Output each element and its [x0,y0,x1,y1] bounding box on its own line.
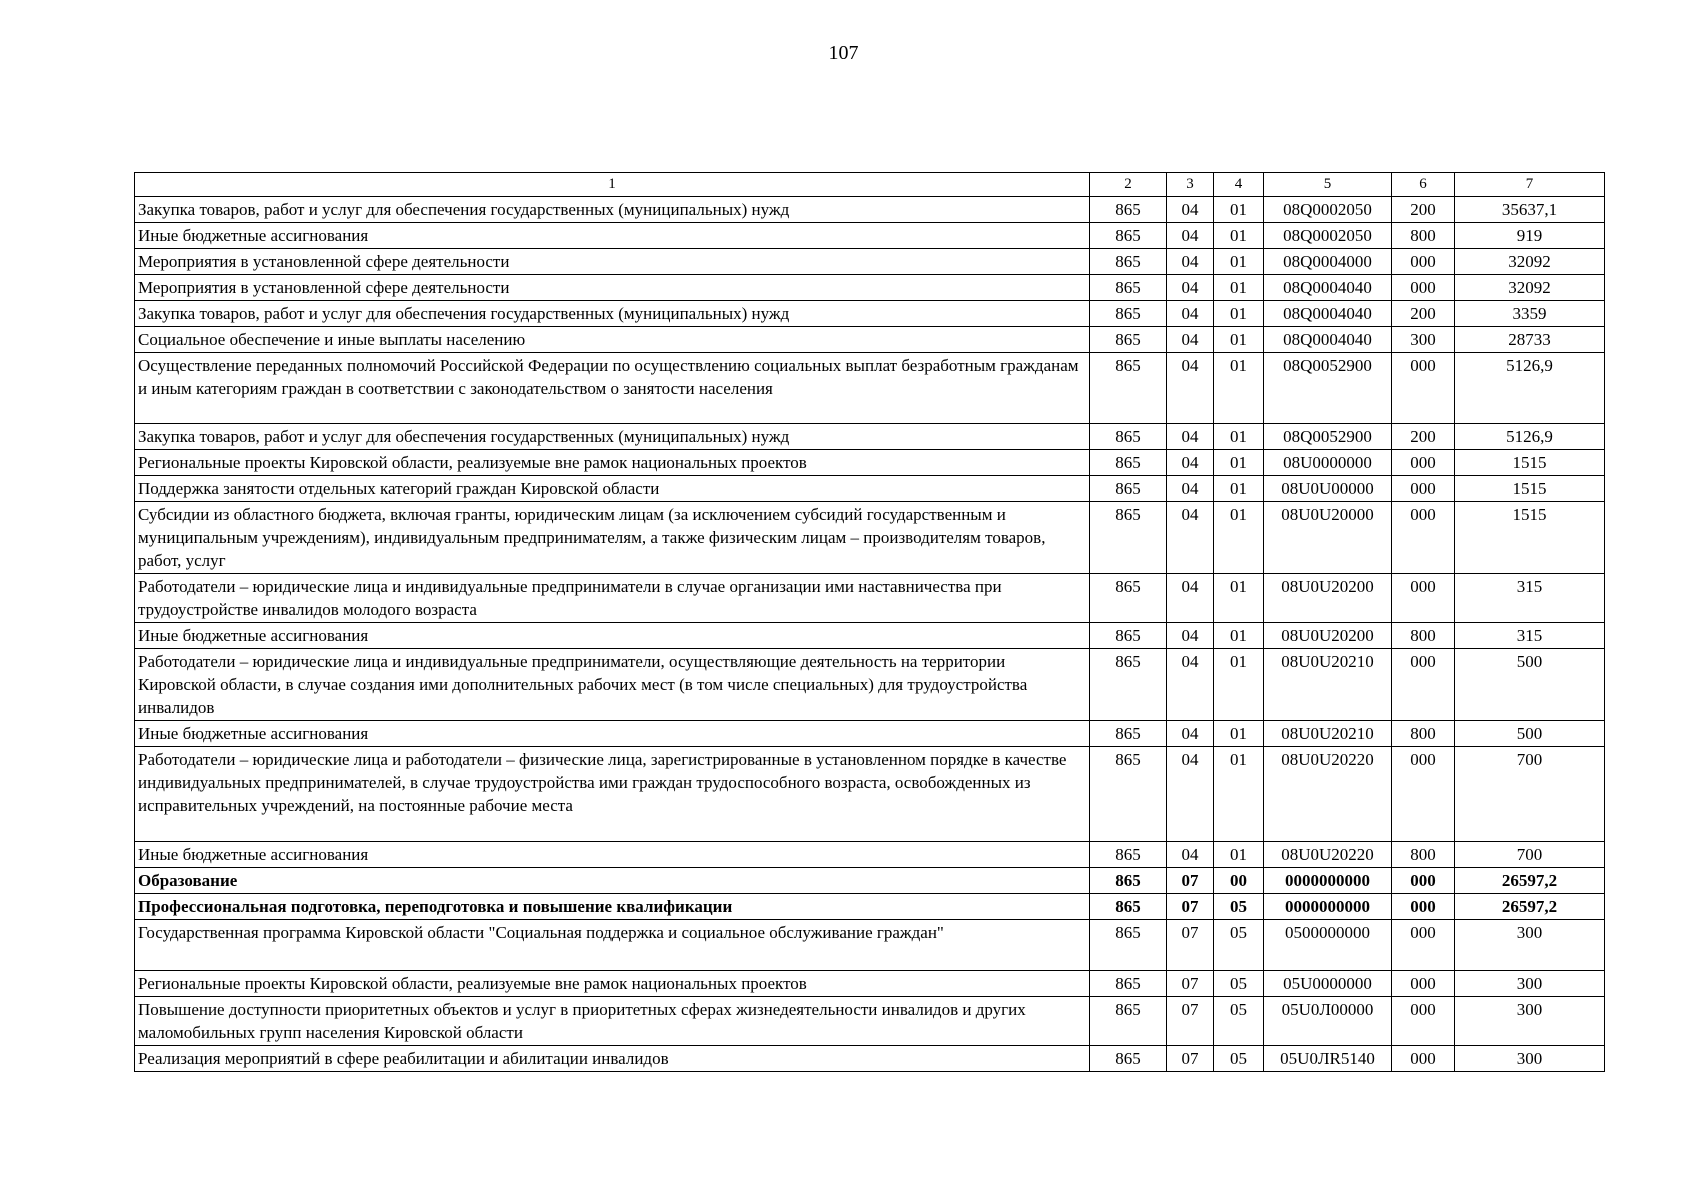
row-name-cell: Региональные проекты Кировской области, реализуемые вне рамок национальных проектов [135,450,1090,476]
header-cell: 7 [1455,173,1605,197]
row-col-2-cell: 865 [1090,275,1167,301]
row-col-7-cell: 3359 [1455,301,1605,327]
row-col-4-cell: 01 [1214,450,1264,476]
row-col-2-cell: 865 [1090,327,1167,353]
row-col-4-cell: 01 [1214,574,1264,623]
row-col-4-cell: 01 [1214,502,1264,574]
row-col-4-cell: 01 [1214,197,1264,223]
row-col-6-cell: 000 [1392,747,1455,842]
row-col-2-cell: 865 [1090,353,1167,424]
table-row [135,249,1605,275]
row-col-6-cell: 000 [1392,275,1455,301]
row-col-7-cell: 1515 [1455,476,1605,502]
row-col-7-cell: 300 [1455,1046,1605,1072]
row-col-3-cell: 07 [1167,868,1214,894]
row-col-6-cell: 000 [1392,971,1455,997]
row-col-6-cell: 200 [1392,424,1455,450]
row-col-4-cell: 01 [1214,327,1264,353]
row-col-2-cell: 865 [1090,476,1167,502]
row-col-3-cell: 07 [1167,997,1214,1046]
row-col-5-cell: 0000000000 [1264,868,1392,894]
row-col-5-cell: 08Q0052900 [1264,424,1392,450]
table-row [135,574,1605,623]
row-col-7-cell: 500 [1455,721,1605,747]
row-col-2-cell: 865 [1090,868,1167,894]
row-col-7-cell: 1515 [1455,502,1605,574]
row-col-3-cell: 07 [1167,894,1214,920]
table-row [135,649,1605,721]
row-col-3-cell: 04 [1167,502,1214,574]
table-row [135,997,1605,1046]
row-name-cell: Повышение доступности приоритетных объектов и услуг в приоритетных сферах жизнедеятельности инвалидов и других маломобильных групп населения Кировской области [135,997,1090,1046]
row-col-7-cell: 26597,2 [1455,894,1605,920]
table-row [135,353,1605,424]
row-col-7-cell: 1515 [1455,450,1605,476]
row-col-7-cell: 32092 [1455,275,1605,301]
row-col-3-cell: 04 [1167,842,1214,868]
row-col-6-cell: 200 [1392,301,1455,327]
row-col-7-cell: 5126,9 [1455,424,1605,450]
row-name-cell: Мероприятия в установленной сфере деятельности [135,249,1090,275]
row-col-2-cell: 865 [1090,649,1167,721]
row-col-4-cell: 01 [1214,649,1264,721]
row-name-cell: Государственная программа Кировской области "Социальная поддержка и социальное обслуживание граждан" [135,920,1090,971]
header-cell: 1 [135,173,1090,197]
row-col-5-cell: 08U0U20210 [1264,721,1392,747]
row-col-3-cell: 04 [1167,249,1214,275]
row-col-4-cell: 05 [1214,971,1264,997]
row-col-5-cell: 08Q0004040 [1264,275,1392,301]
row-col-4-cell: 01 [1214,747,1264,842]
row-col-6-cell: 000 [1392,249,1455,275]
row-col-7-cell: 32092 [1455,249,1605,275]
row-col-3-cell: 04 [1167,450,1214,476]
row-col-2-cell: 865 [1090,502,1167,574]
row-col-5-cell: 0500000000 [1264,920,1392,971]
row-col-6-cell: 000 [1392,894,1455,920]
row-name-cell: Социальное обеспечение и иные выплаты населению [135,327,1090,353]
row-name-cell: Иные бюджетные ассигнования [135,223,1090,249]
row-col-5-cell: 08U0U20200 [1264,574,1392,623]
row-col-6-cell: 000 [1392,1046,1455,1072]
table-row [135,327,1605,353]
row-col-3-cell: 07 [1167,920,1214,971]
row-name-cell: Закупка товаров, работ и услуг для обеспечения государственных (муниципальных) нужд [135,301,1090,327]
row-col-6-cell: 000 [1392,649,1455,721]
row-col-4-cell: 01 [1214,275,1264,301]
row-col-3-cell: 04 [1167,747,1214,842]
row-col-7-cell: 35637,1 [1455,197,1605,223]
table-row [135,1046,1605,1072]
row-col-3-cell: 04 [1167,649,1214,721]
row-name-cell: Поддержка занятости отдельных категорий граждан Кировской области [135,476,1090,502]
row-col-3-cell: 07 [1167,971,1214,997]
row-col-3-cell: 04 [1167,721,1214,747]
row-name-cell: Иные бюджетные ассигнования [135,623,1090,649]
row-col-5-cell: 08U0U20210 [1264,649,1392,721]
header-cell: 5 [1264,173,1392,197]
row-col-5-cell: 05U0ЛR5140 [1264,1046,1392,1072]
row-name-cell: Образование [135,868,1090,894]
row-col-7-cell: 700 [1455,747,1605,842]
row-col-5-cell: 0000000000 [1264,894,1392,920]
table-row [135,747,1605,842]
row-col-2-cell: 865 [1090,574,1167,623]
row-col-4-cell: 01 [1214,353,1264,424]
row-col-7-cell: 315 [1455,574,1605,623]
row-col-3-cell: 04 [1167,476,1214,502]
row-col-5-cell: 08Q0002050 [1264,197,1392,223]
row-col-2-cell: 865 [1090,197,1167,223]
table-row [135,842,1605,868]
row-col-5-cell: 08Q0004000 [1264,249,1392,275]
row-name-cell: Закупка товаров, работ и услуг для обеспечения государственных (муниципальных) нужд [135,197,1090,223]
table-row [135,721,1605,747]
row-col-6-cell: 000 [1392,353,1455,424]
row-col-7-cell: 919 [1455,223,1605,249]
row-col-3-cell: 04 [1167,301,1214,327]
table-header-row [135,173,1605,197]
row-col-5-cell: 08U0U20220 [1264,842,1392,868]
row-col-7-cell: 315 [1455,623,1605,649]
row-name-cell: Профессиональная подготовка, переподготовка и повышение квалификации [135,894,1090,920]
row-col-4-cell: 01 [1214,424,1264,450]
header-cell: 3 [1167,173,1214,197]
row-name-cell: Субсидии из областного бюджета, включая гранты, юридическим лицам (за исключением субсидий государственным и муниципальным учреждениям), индивидуальным предпринимателям, а также физическим лицам – производителям товаров, работ, услуг [135,502,1090,574]
table-row [135,868,1605,894]
row-col-7-cell: 28733 [1455,327,1605,353]
row-col-2-cell: 865 [1090,997,1167,1046]
row-col-6-cell: 000 [1392,476,1455,502]
row-col-7-cell: 26597,2 [1455,868,1605,894]
row-name-cell: Работодатели – юридические лица и индивидуальные предприниматели в случае организации ими наставничества при трудоустройстве инвалидов молодого возраста [135,574,1090,623]
row-name-cell: Реализация мероприятий в сфере реабилитации и абилитации инвалидов [135,1046,1090,1072]
row-col-7-cell: 300 [1455,971,1605,997]
row-col-3-cell: 04 [1167,353,1214,424]
table-row [135,450,1605,476]
table-row [135,301,1605,327]
table-row [135,197,1605,223]
row-name-cell: Осуществление переданных полномочий Российской Федерации по осуществлению социальных выплат безработным гражданам и иным категориям граждан в соответствии с законодательством о занятости населения [135,353,1090,424]
table-row [135,502,1605,574]
row-name-cell: Работодатели – юридические лица и работодатели – физические лица, зарегистрированные в установленном порядке в качестве индивидуальных предпринимателей, в случае трудоустройства ими граждан трудоспособного возраста, освобожденных из исправительных учреждений, на постоянные рабочие места [135,747,1090,842]
table-row [135,424,1605,450]
row-col-3-cell: 04 [1167,424,1214,450]
row-col-4-cell: 00 [1214,868,1264,894]
row-col-4-cell: 05 [1214,997,1264,1046]
row-col-3-cell: 04 [1167,623,1214,649]
budget-table [134,172,1605,1072]
row-col-5-cell: 08U0U00000 [1264,476,1392,502]
row-col-4-cell: 01 [1214,721,1264,747]
row-col-6-cell: 000 [1392,997,1455,1046]
table-row [135,476,1605,502]
row-col-6-cell: 000 [1392,868,1455,894]
row-col-4-cell: 01 [1214,476,1264,502]
row-col-4-cell: 05 [1214,894,1264,920]
row-col-4-cell: 01 [1214,223,1264,249]
table-row [135,623,1605,649]
row-col-2-cell: 865 [1090,223,1167,249]
header-cell: 6 [1392,173,1455,197]
row-col-5-cell: 08U0U20220 [1264,747,1392,842]
row-col-2-cell: 865 [1090,920,1167,971]
row-col-5-cell: 08U0000000 [1264,450,1392,476]
row-col-2-cell: 865 [1090,842,1167,868]
row-col-6-cell: 800 [1392,842,1455,868]
row-col-7-cell: 300 [1455,920,1605,971]
row-col-2-cell: 865 [1090,450,1167,476]
row-col-6-cell: 000 [1392,574,1455,623]
row-col-7-cell: 500 [1455,649,1605,721]
row-col-5-cell: 05U0Л00000 [1264,997,1392,1046]
row-col-4-cell: 01 [1214,301,1264,327]
row-col-5-cell: 08Q0052900 [1264,353,1392,424]
row-name-cell: Мероприятия в установленной сфере деятельности [135,275,1090,301]
row-col-2-cell: 865 [1090,894,1167,920]
row-col-5-cell: 05U0000000 [1264,971,1392,997]
header-cell: 2 [1090,173,1167,197]
row-col-6-cell: 800 [1392,721,1455,747]
header-cell: 4 [1214,173,1264,197]
table-row [135,223,1605,249]
row-name-cell: Региональные проекты Кировской области, реализуемые вне рамок национальных проектов [135,971,1090,997]
row-col-6-cell: 200 [1392,197,1455,223]
row-col-5-cell: 08Q0004040 [1264,301,1392,327]
row-col-3-cell: 04 [1167,275,1214,301]
row-name-cell: Работодатели – юридические лица и индивидуальные предприниматели, осуществляющие деятельность на территории Кировской области, в случае создания ими дополнительных рабочих мест (в том числе специальных) для трудоустройства инвалидов [135,649,1090,721]
row-name-cell: Закупка товаров, работ и услуг для обеспечения государственных (муниципальных) нужд [135,424,1090,450]
row-col-3-cell: 07 [1167,1046,1214,1072]
row-col-5-cell: 08U0U20200 [1264,623,1392,649]
row-col-3-cell: 04 [1167,223,1214,249]
row-col-3-cell: 04 [1167,197,1214,223]
row-col-2-cell: 865 [1090,249,1167,275]
table-row [135,971,1605,997]
row-col-3-cell: 04 [1167,327,1214,353]
row-col-6-cell: 000 [1392,450,1455,476]
row-col-4-cell: 05 [1214,920,1264,971]
row-col-3-cell: 04 [1167,574,1214,623]
row-name-cell: Иные бюджетные ассигнования [135,842,1090,868]
row-col-2-cell: 865 [1090,747,1167,842]
table-row [135,275,1605,301]
row-col-7-cell: 5126,9 [1455,353,1605,424]
row-col-4-cell: 01 [1214,249,1264,275]
row-col-2-cell: 865 [1090,623,1167,649]
table-row [135,894,1605,920]
row-col-6-cell: 800 [1392,223,1455,249]
row-col-2-cell: 865 [1090,424,1167,450]
row-col-2-cell: 865 [1090,301,1167,327]
row-col-7-cell: 700 [1455,842,1605,868]
row-col-5-cell: 08Q0002050 [1264,223,1392,249]
row-col-2-cell: 865 [1090,1046,1167,1072]
row-col-6-cell: 000 [1392,502,1455,574]
row-col-5-cell: 08Q0004040 [1264,327,1392,353]
row-col-2-cell: 865 [1090,721,1167,747]
row-col-2-cell: 865 [1090,971,1167,997]
row-col-4-cell: 01 [1214,623,1264,649]
row-col-6-cell: 000 [1392,920,1455,971]
table-row [135,920,1605,971]
row-col-5-cell: 08U0U20000 [1264,502,1392,574]
row-col-4-cell: 01 [1214,842,1264,868]
page-number: 107 [828,42,859,64]
row-col-4-cell: 05 [1214,1046,1264,1072]
row-col-7-cell: 300 [1455,997,1605,1046]
row-name-cell: Иные бюджетные ассигнования [135,721,1090,747]
row-col-6-cell: 800 [1392,623,1455,649]
row-col-6-cell: 300 [1392,327,1455,353]
